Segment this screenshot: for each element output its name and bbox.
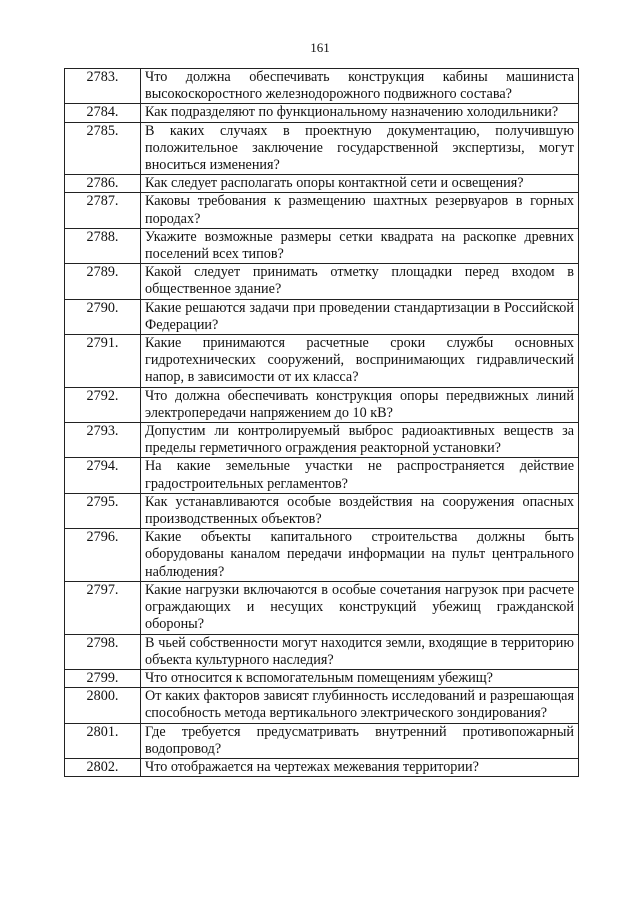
question-text: Допустим ли контролируемый выброс радиоактивных веществ за пределы герметичного ограждения реакторной установки?: [141, 423, 579, 458]
question-text: Как устанавливаются особые воздействия на сооружения опасных производственных объектов?: [141, 493, 579, 528]
questions-table: [64, 68, 579, 777]
question-number: 2788.: [65, 228, 141, 263]
question-number: 2799.: [65, 669, 141, 687]
table-row: [65, 529, 579, 582]
table-row: [65, 669, 579, 687]
table-row: [65, 493, 579, 528]
question-number: 2796.: [65, 529, 141, 582]
question-text: Укажите возможные размеры сетки квадрата на раскопке древних поселений всех типов?: [141, 228, 579, 263]
table-row: [65, 581, 579, 634]
table-row: [65, 723, 579, 758]
question-number: 2797.: [65, 581, 141, 634]
question-number: 2800.: [65, 688, 141, 723]
table-row: [65, 335, 579, 388]
question-text: Как подразделяют по функциональному назначению холодильники?: [141, 104, 579, 122]
table-row: [65, 264, 579, 299]
question-text: Что относится к вспомогательным помещениям убежищ?: [141, 669, 579, 687]
table-row: [65, 387, 579, 422]
question-number: 2798.: [65, 634, 141, 669]
question-text: Какие нагрузки включаются в особые сочетания нагрузок при расчете ограждающих и несущих конструкций убежищ гражданской обороны?: [141, 581, 579, 634]
question-text: В каких случаях в проектную документацию, получившую положительное заключение государственной экспертизы, могут вноситься изменения?: [141, 122, 579, 175]
question-text: Что должна обеспечивать конструкция опоры передвижных линий электропередачи напряжением до 10 кВ?: [141, 387, 579, 422]
table-row: [65, 228, 579, 263]
question-number: 2783.: [65, 69, 141, 104]
table-row: [65, 104, 579, 122]
table-row: [65, 634, 579, 669]
question-number: 2786.: [65, 175, 141, 193]
question-text: Как следует располагать опоры контактной сети и освещения?: [141, 175, 579, 193]
question-number: 2785.: [65, 122, 141, 175]
question-text: От каких факторов зависят глубинность исследований и разрешающая способность метода вертикального электрического зондирования?: [141, 688, 579, 723]
question-number: 2784.: [65, 104, 141, 122]
question-number: 2795.: [65, 493, 141, 528]
question-number: 2794.: [65, 458, 141, 493]
table-row: [65, 758, 579, 776]
table-row: [65, 299, 579, 334]
question-number: 2791.: [65, 335, 141, 388]
table-row: [65, 175, 579, 193]
question-text: Где требуется предусматривать внутренний противопожарный водопровод?: [141, 723, 579, 758]
question-text: Какие объекты капитального строительства должны быть оборудованы каналом передачи информации на пульт центрального наблюдения?: [141, 529, 579, 582]
question-text: Что отображается на чертежах межевания территории?: [141, 758, 579, 776]
question-number: 2793.: [65, 423, 141, 458]
table-row: [65, 688, 579, 723]
question-text: Каковы требования к размещению шахтных резервуаров в горных породах?: [141, 193, 579, 228]
page-number: 161: [310, 40, 330, 55]
table-row: [65, 69, 579, 104]
question-number: 2789.: [65, 264, 141, 299]
question-text: Какие принимаются расчетные сроки службы основных гидротехнических сооружений, воспринимающих гидравлический напор, в зависимости от их класса?: [141, 335, 579, 388]
table-row: [65, 458, 579, 493]
table-row: [65, 122, 579, 175]
question-text: На какие земельные участки не распространяется действие градостроительных регламентов?: [141, 458, 579, 493]
question-number: 2790.: [65, 299, 141, 334]
question-number: 2787.: [65, 193, 141, 228]
question-text: Какие решаются задачи при проведении стандартизации в Российской Федерации?: [141, 299, 579, 334]
question-number: 2802.: [65, 758, 141, 776]
question-number: 2792.: [65, 387, 141, 422]
questions-table-body: [65, 69, 579, 777]
question-text: Что должна обеспечивать конструкция кабины машиниста высокоскоростного железнодорожного подвижного состава?: [141, 69, 579, 104]
question-text: В чьей собственности могут находится земли, входящие в территорию объекта культурного наследия?: [141, 634, 579, 669]
question-text: Какой следует принимать отметку площадки перед входом в общественное здание?: [141, 264, 579, 299]
table-row: [65, 423, 579, 458]
question-number: 2801.: [65, 723, 141, 758]
table-row: [65, 193, 579, 228]
